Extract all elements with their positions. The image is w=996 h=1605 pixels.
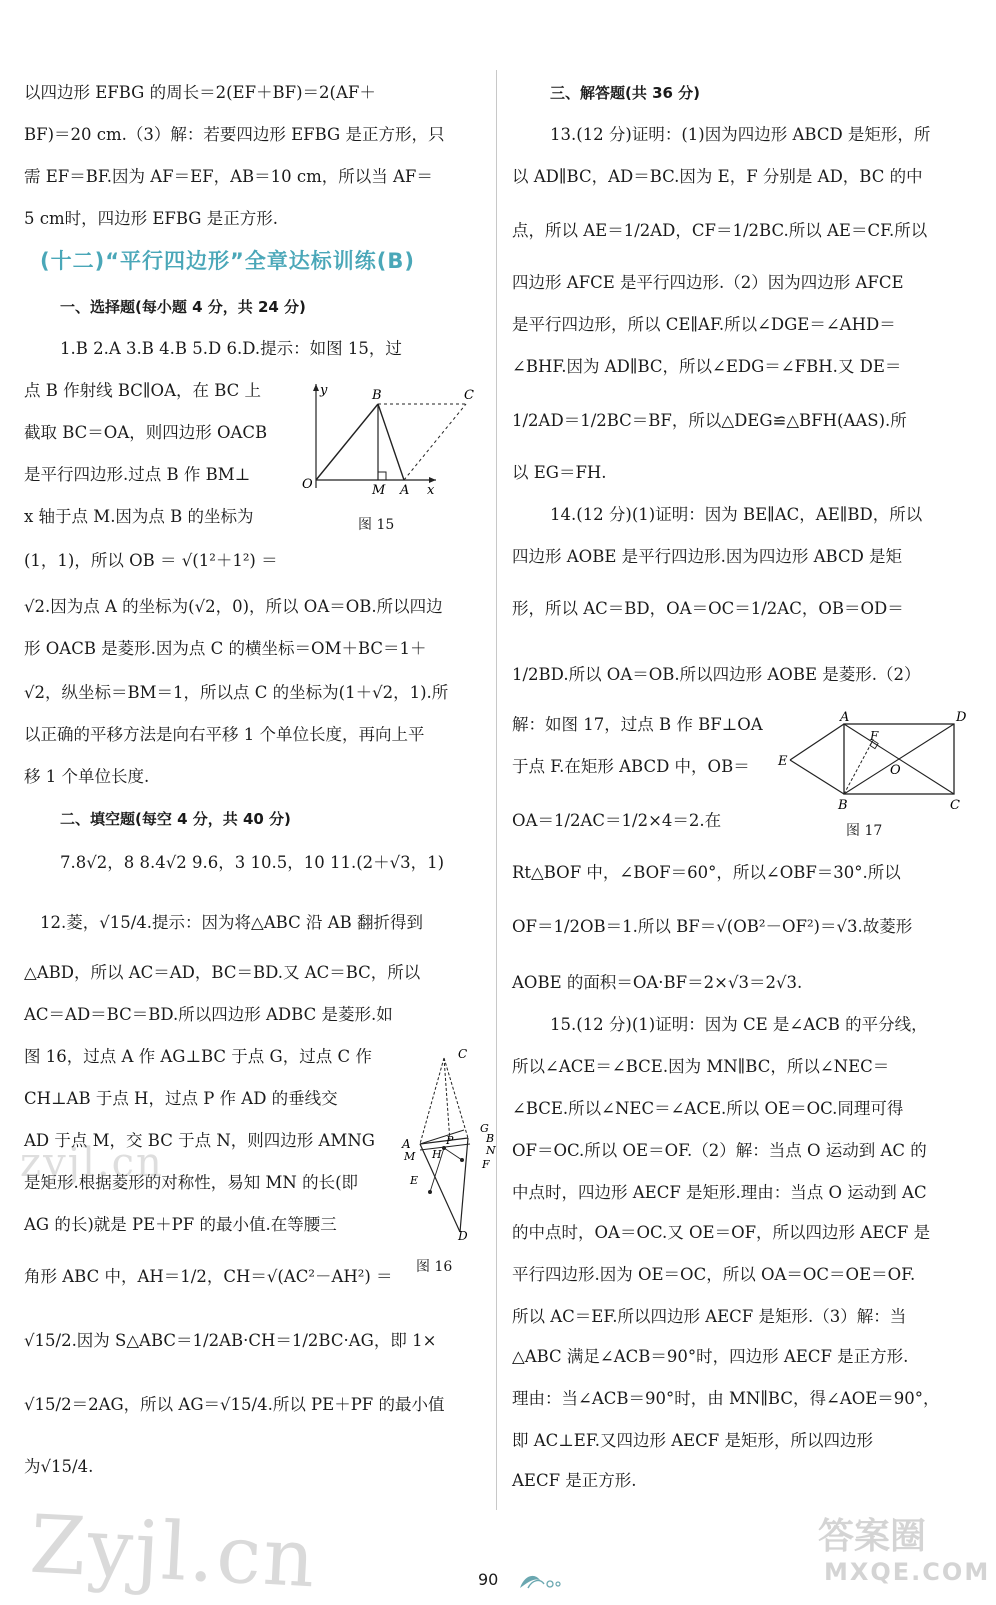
text-line: 1/2AD＝1/2BC＝BF，所以△DEG≌△BFH(AAS).所 (512, 411, 907, 430)
fig16-label-a: A (402, 1137, 411, 1151)
watermark-right-bottom: MXQE.COM (824, 1558, 991, 1586)
text-line: 13.(12 分)证明：(1)因为四边形 ABCD 是矩形，所 (550, 125, 931, 144)
text-line: 是平行四边形，所以 CE∥AF.所以∠DGE＝∠AHD＝ (512, 315, 896, 334)
leaf-ornament-icon (514, 1566, 564, 1592)
watermark-left: Zyjl.cn (27, 1497, 320, 1605)
text-line: 是平行四边形.过点 B 作 BM⊥ (24, 465, 251, 484)
section-heading-fill: 二、填空题(每空 4 分，共 40 分) (60, 810, 291, 828)
text-line: 截取 BC＝OA，则四边形 OACB (24, 423, 268, 442)
text-line: x 轴于点 M.因为点 B 的坐标为 (24, 507, 254, 526)
text-line: 移 1 个单位长度. (24, 767, 150, 786)
text-line: 为√15/4. (24, 1457, 94, 1476)
fig17-label-o: O (890, 763, 901, 778)
figure-16-caption: 图 16 (416, 1259, 453, 1275)
text-line: 1/2BD.所以 OA＝OB.所以四边形 AOBE 是菱形.（2） (512, 665, 921, 684)
text-line: 1.B 2.A 3.B 4.B 5.D 6.D.提示：如图 15，过 (60, 339, 402, 358)
section-heading-answer: 三、解答题(共 36 分) (550, 84, 701, 102)
section-heading-choice: 一、选择题(每小题 4 分，共 24 分) (60, 298, 306, 316)
text-line: BF)＝20 cm.（3）解：若要四边形 EFBG 是正方形，只 (24, 125, 445, 144)
text-line: AECF 是正方形. (512, 1471, 637, 1490)
fig17-label-d: D (956, 710, 967, 725)
text-line: √2.因为点 A 的坐标为(√2，0)，所以 OA＝OB.所以四边 (24, 597, 443, 616)
text-line: AC＝AD＝BC＝BD.所以四边形 ADBC 是菱形.如 (24, 1005, 393, 1024)
text-line: (1，1)，所以 OB ＝ √(1²＋1²) ＝ (24, 551, 278, 570)
fig16-label-h: H (432, 1148, 442, 1161)
text-line: AG 的长)就是 PE＋PF 的最小值.在等腰三 (24, 1215, 337, 1234)
fig16-label-e: E (410, 1174, 419, 1187)
text-line: 形 OACB 是菱形.因为点 C 的横坐标＝OM＋BC＝1＋ (24, 639, 427, 658)
text-line: √2，纵坐标＝BM＝1，所以点 C 的坐标为(1＋√2，1).所 (24, 683, 449, 702)
fig15-label-a: A (400, 483, 410, 498)
text-line: 形，所以 AC＝BD，OA＝OC＝1/2AC，OB＝OD＝ (512, 599, 904, 618)
watermark-right-top: 答案圈 (818, 1516, 927, 1557)
figure-17-caption: 图 17 (846, 823, 883, 839)
text-line: 7.8√2，8 8.4√2 9.6，3 10.5，10 11.(2＋√3，1) (60, 853, 445, 872)
text-line: 所以∠ACE＝∠BCE.因为 MN∥BC，所以∠NEC＝ (512, 1057, 890, 1076)
text-line: 即 AC⊥EF.又四边形 AECF 是矩形，所以四边形 (512, 1431, 873, 1450)
section-title: (十二)“平行四边形”全章达标训练(B) (40, 249, 415, 273)
text-line: 解：如图 17，过点 B 作 BF⊥OA (512, 715, 763, 734)
text-line: △ABD，所以 AC＝AD，BC＝BD.又 AC＝BC，所以 (24, 963, 421, 982)
text-line: √15/2.因为 S△ABC＝1/2AB·CH＝1/2BC·AG，即 1× (24, 1331, 437, 1350)
text-line: √15/2＝2AG，所以 AG＝√15/4.所以 PE＋PF 的最小值 (24, 1395, 445, 1414)
page-number: 90 (478, 1570, 499, 1589)
fig15-label-x: x (427, 483, 435, 498)
text-line: OF＝OC.所以 OE＝OF.（2）解：当点 O 运动到 AC 的 (512, 1141, 927, 1160)
fig15-label-o: O (302, 477, 313, 492)
fig17-label-a: A (840, 710, 850, 725)
fig16-label-p: P (446, 1134, 454, 1147)
text-line: 15.(12 分)(1)证明：因为 CE 是∠ACB 的平分线， (550, 1015, 928, 1034)
fig16-label-m: M (404, 1150, 416, 1163)
watermark-mid: zyjl.cn (20, 1140, 164, 1186)
text-line: ∠BCE.所以∠NEC＝∠ACE.所以 OE＝OC.同理可得 (512, 1099, 904, 1118)
text-line: 理由：当∠ACB＝90°时，由 MN∥BC，得∠AOE＝90°， (512, 1389, 940, 1408)
text-line: 是矩形.根据菱形的对称性，易知 MN 的长(即 (24, 1173, 359, 1192)
text-line: 5 cm时，四边形 EFBG 是正方形. (24, 209, 278, 228)
figure-16 (400, 1044, 500, 1240)
fig15-label-b: B (372, 388, 382, 403)
fig16-label-n: N (486, 1144, 496, 1157)
text-line: CH⊥AB 于点 H，过点 P 作 AD 的垂线交 (24, 1089, 338, 1108)
text-line: 平行四边形.因为 OE＝OC，所以 OA＝OC＝OE＝OF. (512, 1265, 916, 1284)
text-line: OA＝1/2AC＝1/2×4＝2.在 (512, 811, 722, 830)
fig15-label-m: M (372, 483, 386, 498)
text-line: ∠BHF.因为 AD∥BC，所以∠EDG＝∠FBH.又 DE＝ (512, 357, 902, 376)
text-line: 以正确的平移方法是向右平移 1 个单位长度，再向上平 (24, 725, 425, 744)
fig17-label-f: F (870, 729, 879, 743)
fig15-label-c: C (464, 388, 474, 403)
figure-15-caption: 图 15 (358, 517, 395, 533)
text-line: Rt△BOF 中，∠BOF＝60°，所以∠OBF＝30°.所以 (512, 863, 901, 882)
fig17-label-c: C (950, 798, 960, 813)
text-line: △ABC 满足∠ACB＝90°时，四边形 AECF 是正方形. (512, 1347, 909, 1366)
fig17-label-e: E (778, 754, 788, 769)
text-line: 角形 ABC 中，AH＝1/2，CH＝√(AC²－AH²) ＝ (24, 1267, 393, 1286)
text-line: 四边形 AFCE 是平行四边形.（2）因为四边形 AFCE (512, 273, 904, 292)
text-line: 需 EF＝BF.因为 AF＝EF，AB＝10 cm，所以当 AF＝ (24, 167, 433, 186)
text-line: 于点 F.在矩形 ABCD 中，OB＝ (512, 757, 750, 776)
text-line: 以四边形 EFBG 的周长＝2(EF＋BF)＝2(AF＋ (24, 83, 376, 102)
text-line: AD 于点 M，交 BC 于点 N，则四边形 AMNG (24, 1131, 375, 1150)
fig15-label-y: y (320, 383, 328, 398)
text-line: 点 B 作射线 BC∥OA，在 BC 上 (24, 381, 262, 400)
text-line: 四边形 AOBE 是平行四边形.因为四边形 ABCD 是矩 (512, 547, 903, 566)
column-divider (496, 70, 497, 1510)
text-line: 14.(12 分)(1)证明：因为 BE∥AC，AE∥BD，所以 (550, 505, 923, 524)
figure-15 (286, 378, 476, 498)
fig17-label-b: B (838, 798, 848, 813)
fig16-label-c: C (458, 1047, 468, 1061)
text-line: 以 EG＝FH. (512, 463, 607, 482)
fig16-label-g: G (480, 1122, 489, 1135)
text-line: OF＝1/2OB＝1.所以 BF＝√(OB²－OF²)＝√3.故菱形 (512, 917, 913, 936)
text-line: 12.菱，√15/4.提示：因为将△ABC 沿 AB 翻折得到 (40, 913, 423, 932)
fig16-label-b: B (486, 1132, 495, 1145)
text-line: 所以 AC＝EF.所以四边形 AECF 是矩形.（3）解：当 (512, 1307, 907, 1326)
fig16-label-f: F (482, 1158, 490, 1171)
text-line: 的中点时，OA＝OC.又 OE＝OF，所以四边形 AECF 是 (512, 1223, 931, 1242)
text-line: 中点时，四边形 AECF 是矩形.理由：当点 O 运动到 AC (512, 1183, 927, 1202)
text-line: AOBE 的面积＝OA·BF＝2×√3＝2√3. (512, 973, 803, 992)
fig16-label-d: D (458, 1229, 468, 1240)
figure-17 (776, 710, 972, 814)
text-line: 以 AD∥BC，AD＝BC.因为 E，F 分别是 AD，BC 的中 (512, 167, 923, 186)
text-line: 点，所以 AE＝1/2AD，CF＝1/2BC.所以 AE＝CF.所以 (512, 221, 928, 240)
text-line: 图 16，过点 A 作 AG⊥BC 于点 G，过点 C 作 (24, 1047, 372, 1066)
